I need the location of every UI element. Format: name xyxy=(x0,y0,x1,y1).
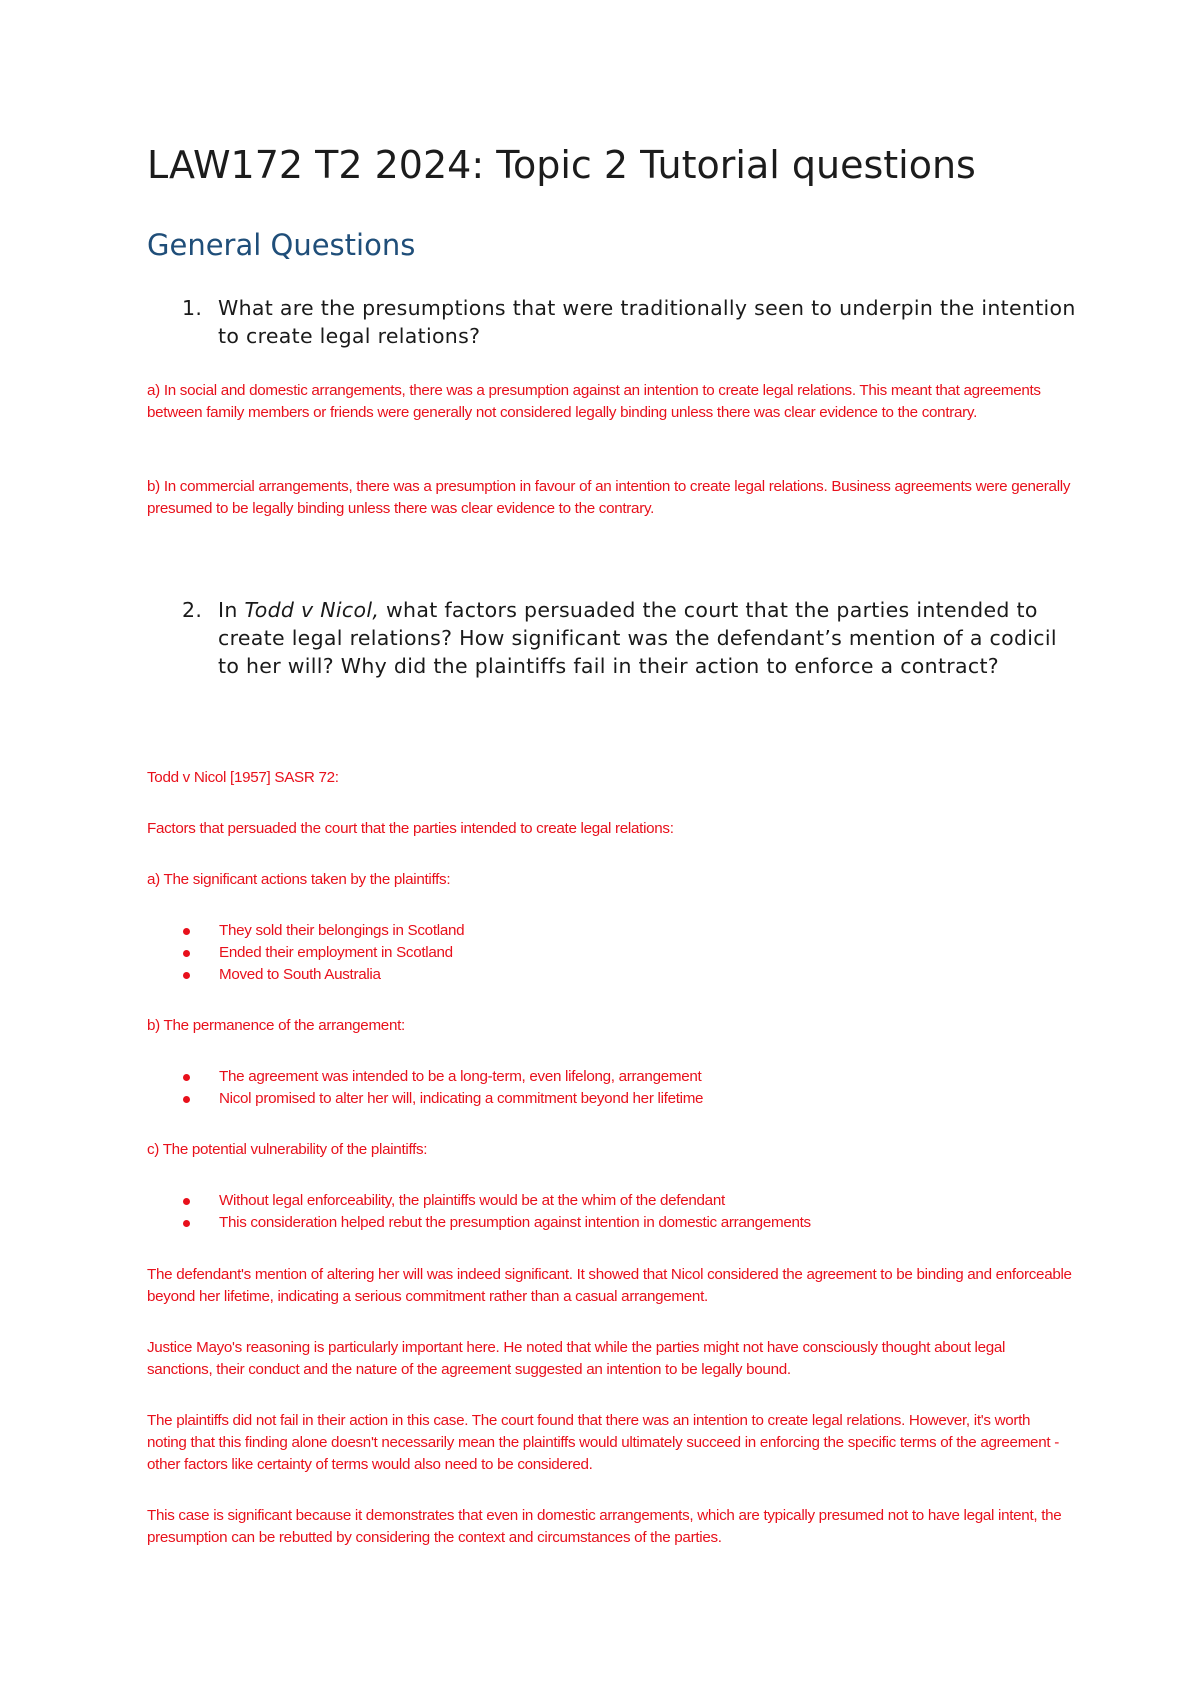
answer-paragraph: a) In social and domestic arrangements, there was a presumption against an intention to create legal relations. This meant that agreements between family members or friends were generally not considered legally binding unless there was clear evidence to the contrary. xyxy=(147,382,1041,421)
list-item: Moved to South Australia xyxy=(183,964,1063,986)
question-text: What are the presumptions that were traditionally seen to underpin the intention to create legal relations? xyxy=(218,296,1076,348)
paragraph-significance: This case is significant because it demonstrates that even in domestic arrangements, which are typically presumed not to have legal intent, the presumption can be rebutted by considering the context and circumstances of the parties. xyxy=(147,1507,1062,1546)
bullet-icon xyxy=(183,1220,190,1227)
bullet-icon xyxy=(183,928,190,935)
list-item: This consideration helped rebut the presumption against intention in domestic arrangements xyxy=(183,1212,1063,1234)
question-text-after: what factors persuaded the court that the parties intended to create legal relations? How significant was the defendant’s mention of a codicil to her will? Why did the plaintiffs fail in their action to enforce a contract? xyxy=(218,598,1057,678)
case-name: Todd v Nicol, xyxy=(244,598,380,622)
list-item: Without legal enforceability, the plaintiffs would be at the whim of the defendant xyxy=(183,1190,1063,1212)
question-number: 2. xyxy=(182,598,203,622)
factor-c-heading: c) The potential vulnerability of the plaintiffs: xyxy=(147,1141,428,1158)
factors-intro: Factors that persuaded the court that the parties intended to create legal relations: xyxy=(147,820,674,837)
answer-1a xyxy=(147,380,1072,424)
bullet-icon xyxy=(183,1198,190,1205)
question-text xyxy=(218,596,1082,680)
question-2 xyxy=(182,596,1082,680)
factor-a-list xyxy=(183,920,1063,986)
case-citation: Todd v Nicol [1957] SASR 72: xyxy=(147,769,339,786)
paragraph-will: The defendant's mention of altering her will was indeed significant. It showed that Nicol considered the agreement to be binding and enforceable beyond her lifetime, indicating a serious commitment rather than a casual arrangement. xyxy=(147,1266,1072,1305)
factor-b-list xyxy=(183,1066,1063,1110)
bullet-icon xyxy=(183,1074,190,1081)
section-heading: General Questions xyxy=(147,228,416,262)
list-item: Ended their employment in Scotland xyxy=(183,942,1063,964)
factor-c-list xyxy=(183,1190,1063,1234)
answer-paragraph: b) In commercial arrangements, there was a presumption in favour of an intention to create legal relations. Business agreements were generally presumed to be legally binding unless there was clear evidence to the contrary. xyxy=(147,478,1071,517)
list-item: Nicol promised to alter her will, indicating a commitment beyond her lifetime xyxy=(183,1088,1063,1110)
paragraph-mayo: Justice Mayo's reasoning is particularly important here. He noted that while the parties might not have consciously thought about legal sanctions, their conduct and the nature of the agreement suggested an intention to be legally bound. xyxy=(147,1339,1006,1378)
question-number: 1. xyxy=(182,296,203,320)
list-item: They sold their belongings in Scotland xyxy=(183,920,1063,942)
bullet-icon xyxy=(183,950,190,957)
question-1 xyxy=(182,294,1082,350)
factor-a-heading: a) The significant actions taken by the plaintiffs: xyxy=(147,871,451,888)
list-item: The agreement was intended to be a long-term, even lifelong, arrangement xyxy=(183,1066,1063,1088)
bullet-icon xyxy=(183,1096,190,1103)
bullet-icon xyxy=(183,972,190,979)
answer-1b xyxy=(147,476,1072,520)
paragraph-fail: The plaintiffs did not fail in their action in this case. The court found that there was an intention to create legal relations. However, it's worth noting that this finding alone doesn't necessarily mean the plaintiffs would ultimately succeed in enforcing the specific terms of the agreement - other factors like certainty of terms would also need to be considered. xyxy=(147,1412,1059,1473)
question-text-before: In xyxy=(218,598,245,622)
page-title: LAW172 T2 2024: Topic 2 Tutorial questions xyxy=(147,143,976,187)
factor-b-heading: b) The permanence of the arrangement: xyxy=(147,1017,405,1034)
